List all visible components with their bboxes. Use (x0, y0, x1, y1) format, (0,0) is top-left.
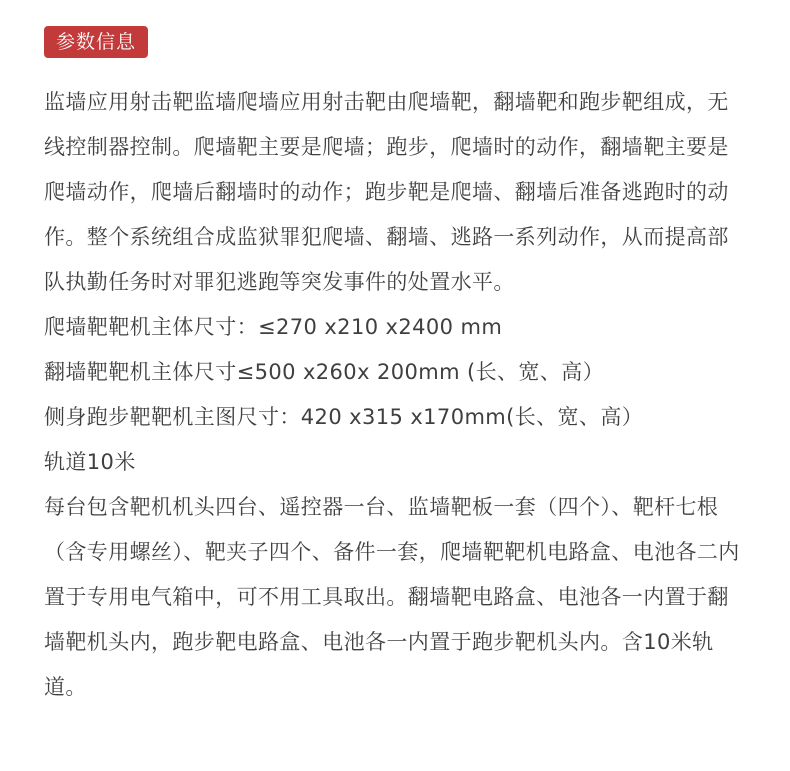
wall-climb-target-size: 爬墙靶靶机主体尺寸：≤270 x210 x2400 mm (44, 315, 503, 339)
side-run-target-size: 侧身跑步靶靶机主图尺寸：420 x315 x170mm(长、宽、高） (44, 405, 644, 429)
section-title-badge: 参数信息 (44, 26, 148, 58)
track-length: 轨道10米 (44, 450, 136, 474)
package-contents-paragraph: 每台包含靶机机头四台、遥控器一台、监墙靶板一套（四个）、靶杆七根（含专用螺丝）、靶夹子四个、备件一套，爬墙靶靶机电路盒、电池各二内置于专用电气箱中，可不用工具取出。翻墙靶电路盒、电池各一内置于翻墙靶机头内，跑步靶电路盒、电池各一内置于跑步靶机头内。含10米轨道。 (44, 495, 740, 699)
wall-over-target-size: 翻墙靶靶机主体尺寸≤500 x260x 200mm (长、宽、高） (44, 360, 605, 384)
parameter-description (44, 80, 744, 710)
intro-paragraph: 监墙应用射击靶监墙爬墙应用射击靶由爬墙靶，翻墙靶和跑步靶组成，无线控制器控制。爬墙靶主要是爬墙；跑步，爬墙时的动作，翻墙靶主要是爬墙动作，爬墙后翻墙时的动作；跑步靶是爬墙、翻墙后准备逃跑时的动作。整个系统组合成监狱罪犯爬墙、翻墙、逃路一系列动作，从而提高部队执勤任务时对罪犯逃跑等突发事件的处置水平。 (44, 90, 729, 294)
